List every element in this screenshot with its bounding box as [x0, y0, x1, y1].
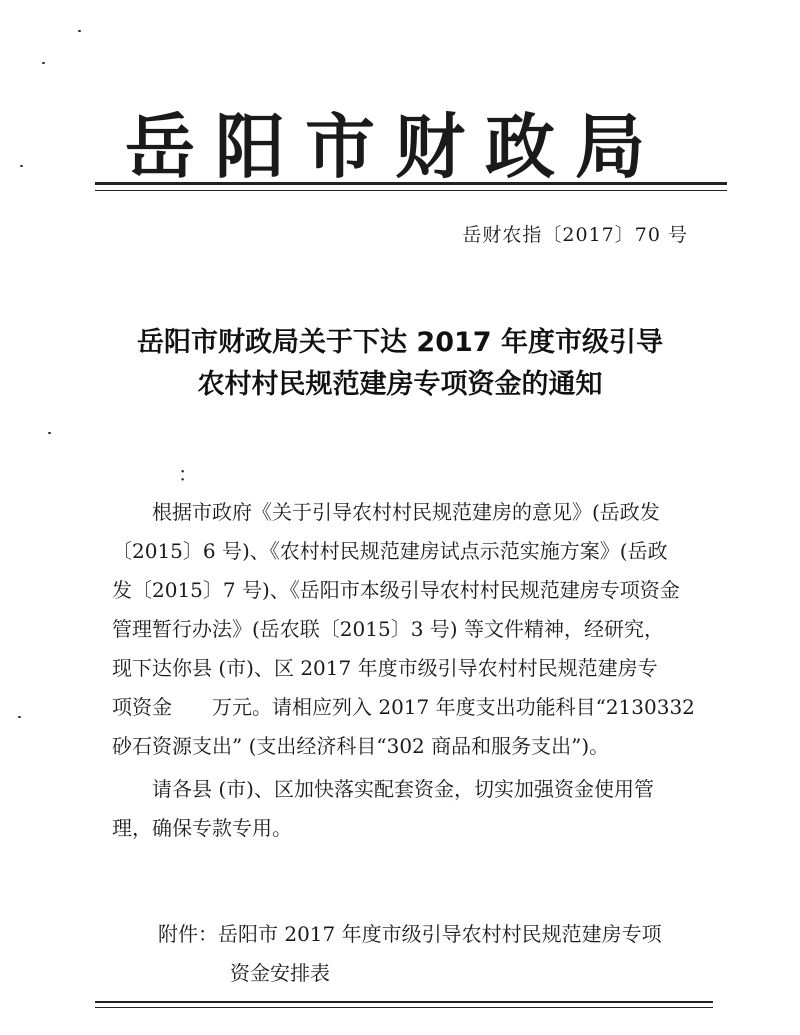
- body-line: 〔2015〕6 号)、《农村村民规范建房试点示范实施方案》(岳政: [112, 539, 668, 563]
- scan-speck: [20, 165, 23, 167]
- document-title: [120, 322, 680, 406]
- salutation: ：: [178, 462, 198, 486]
- document-title-line-2: 农村村民规范建房专项资金的通知: [197, 369, 603, 400]
- body-line: 砂石资源支出” (支出经济科目“302 商品和服务支出”)。: [112, 734, 610, 758]
- attachment-note: [158, 915, 718, 993]
- body-paragraph-1: [112, 493, 702, 766]
- footer-divider: [95, 1001, 713, 1008]
- attachment-line-2: 资金安排表: [230, 961, 330, 985]
- scan-speck: [78, 30, 81, 32]
- document-body: [112, 493, 702, 848]
- body-line: 现下达你县 (市)、区 2017 年度市级引导农村村民规范建房专: [112, 656, 658, 680]
- letterhead-divider: [95, 182, 727, 191]
- letterhead-org-name: 岳阳市财政局: [125, 106, 665, 188]
- body-line: 项资金 万元。请相应列入 2017 年度支出功能科目“2130332: [112, 695, 695, 719]
- scan-speck: [18, 716, 21, 718]
- document-title-line-1: 岳阳市财政局关于下达 2017 年度市级引导: [137, 327, 663, 358]
- scan-speck: [42, 62, 45, 64]
- body-paragraph-2: [112, 770, 702, 848]
- body-line: 根据市政府《关于引导农村村民规范建房的意见》(岳政发: [152, 500, 660, 524]
- body-line: 理，确保专款专用。: [112, 816, 292, 840]
- document-number: 岳财农指〔2017〕70 号: [462, 224, 688, 246]
- attachment-line-1: 附件：岳阳市 2017 年度市级引导农村村民规范建房专项: [158, 922, 662, 946]
- scan-speck: [48, 432, 51, 434]
- body-line: 请各县 (市)、区加快落实配套资金，切实加强资金使用管: [152, 777, 654, 801]
- body-line: 发〔2015〕7 号)、《岳阳市本级引导农村村民规范建房专项资金: [112, 578, 680, 602]
- body-line: 管理暂行办法》(岳农联〔2015〕3 号) 等文件精神，经研究，: [112, 617, 664, 641]
